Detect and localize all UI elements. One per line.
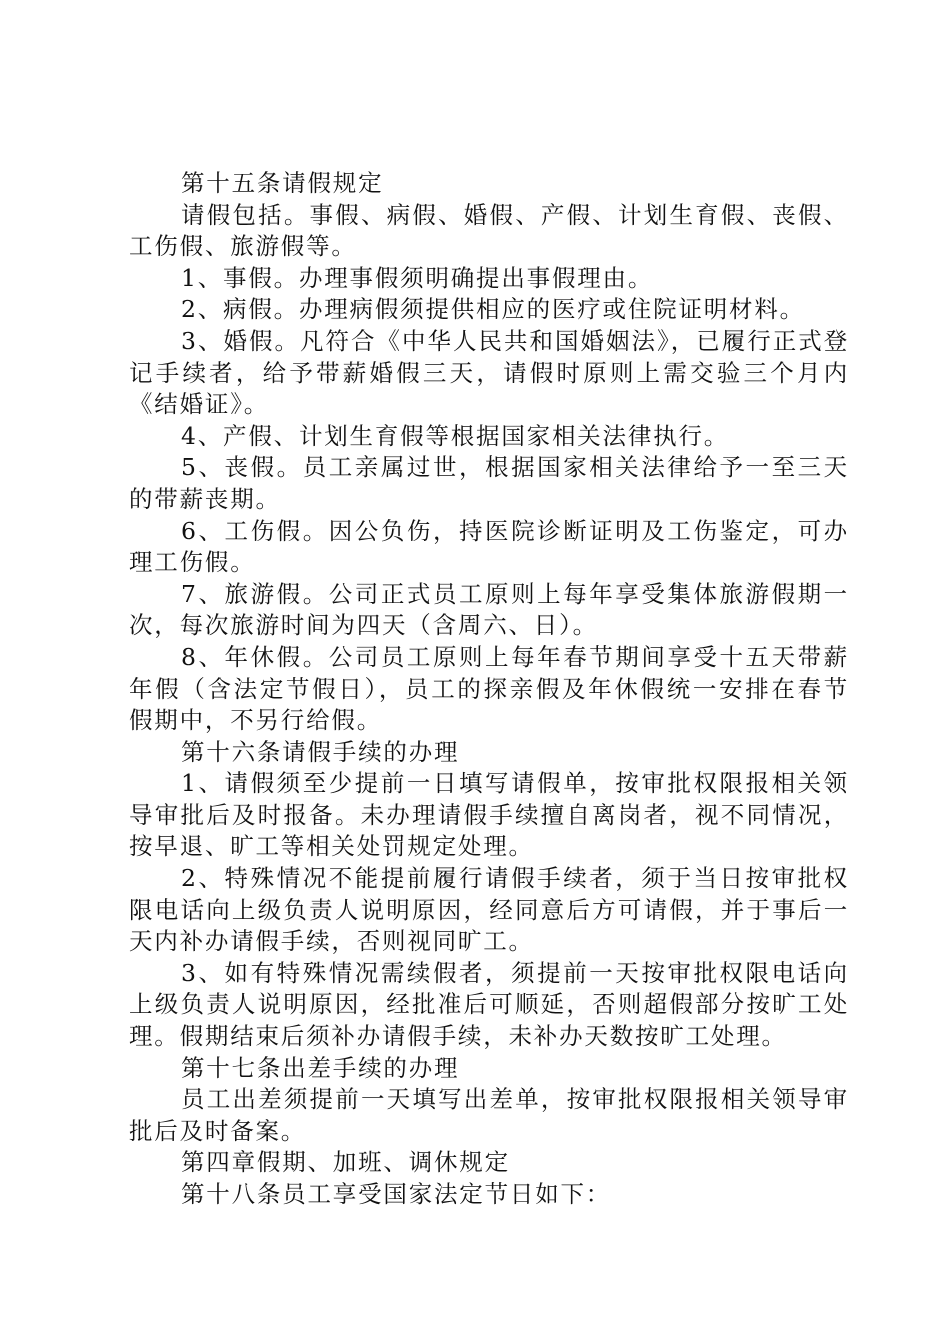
leave-procedure-2-paragraph: 2、特殊情况不能提前履行请假手续者，须于当日按审批权限电话向上级负责人说明原因，经同意后方可请假，并于事后一天内补办请假手续，否则视同旷工。 [129,864,849,956]
sick-leave-paragraph: 2、病假。办理病假须提供相应的医疗或住院证明材料。 [181,295,805,324]
marriage-leave-paragraph: 3、婚假。凡符合《中华人民共和国婚姻法》，已履行正式登记手续者，给予带薪婚假三天，请假时原则上需交验三个月内《结婚证》。 [129,326,849,419]
article-17-heading: 第十七条出差手续的办理 [181,1053,460,1082]
leave-procedure-1-paragraph: 1、请假须至少提前一日填写请假单，按审批权限报相关领导审批后及时报备。未办理请假手续擅自离岗者，视不同情况，按早退、旷工等相关处罚规定处理。 [129,769,849,861]
injury-leave-paragraph: 6、工伤假。因公负伤，持医院诊断证明及工伤鉴定，可办理工伤假。 [129,516,849,577]
maternity-leave-paragraph: 4、产假、计划生育假等根据国家相关法律执行。 [181,421,730,450]
leave-types-paragraph: 请假包括。事假、病假、婚假、产假、计划生育假、丧假、工伤假、旅游假等。 [129,200,849,261]
chapter-4-heading: 第四章假期、加班、调休规定 [181,1148,510,1177]
article-18-heading: 第十八条员工享受国家法定节日如下： [181,1180,612,1208]
personal-leave-paragraph: 1、事假。办理事假须明确提出事假理由。 [181,263,654,292]
bereavement-leave-paragraph: 5、丧假。员工亲属过世，根据国家相关法律给予一至三天的带薪丧期。 [129,453,849,513]
business-trip-paragraph: 员工出差须提前一天填写出差单，按审批权限报相关领导审批后及时备案。 [129,1085,849,1145]
article-15-heading: 第十五条请假规定 [181,169,384,197]
travel-leave-paragraph: 7、旅游假。公司正式员工原则上每年享受集体旅游假期一次，每次旅游时间为四天（含周六、日）。 [129,579,849,640]
article-16-heading: 第十六条请假手续的办理 [181,737,460,766]
annual-leave-paragraph: 8、年休假。公司员工原则上每年春节期间享受十五天带薪年假（含法定节假日），员工的探亲假及年休假统一安排在春节假期中，不另行给假。 [129,642,849,735]
leave-procedure-3-paragraph: 3、如有特殊情况需续假者，须提前一天按审批权限电话向上级负责人说明原因，经批准后可顺延，否则超假部分按旷工处理。假期结束后须补办请假手续，未补办天数按旷工处理。 [129,958,849,1051]
document-body [129,168,849,1211]
